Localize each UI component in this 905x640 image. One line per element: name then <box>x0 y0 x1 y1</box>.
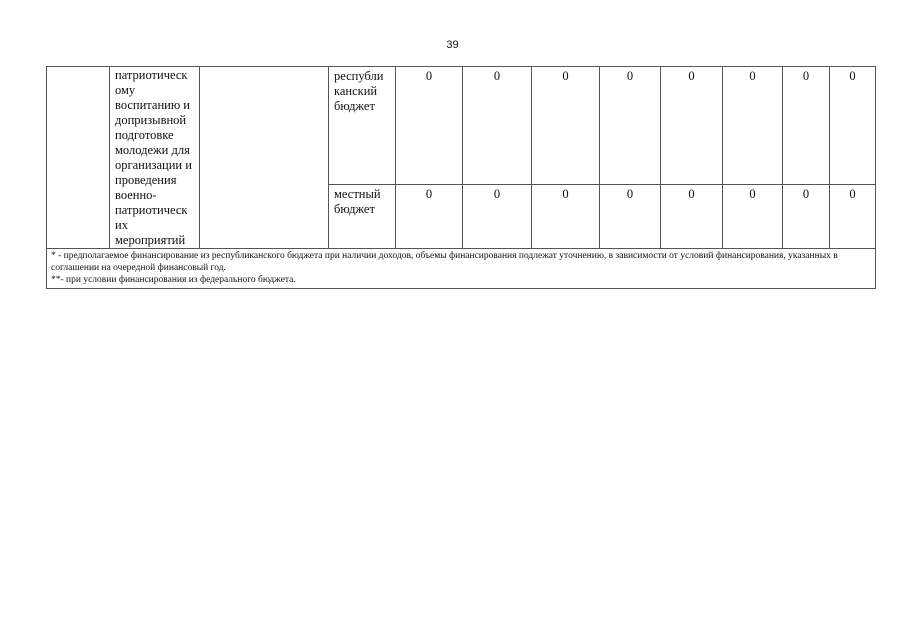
value-cell: 0 <box>723 67 783 185</box>
table-row <box>47 67 876 185</box>
value-cell: 0 <box>600 67 661 185</box>
value-cell: 0 <box>661 185 723 249</box>
value-cell: 0 <box>532 67 600 185</box>
footnote-republican-budget: * - предполагаемое финансирование из республиканского бюджета при наличии доходов, объемы финансирования подлежат уточнению, в зависимости от условий финансирования, указанных в соглашении на очередной финансовый год. <box>51 251 838 273</box>
footnote-cell <box>47 249 876 289</box>
financing-table <box>46 66 876 289</box>
value-cell: 0 <box>830 185 876 249</box>
value-cell: 0 <box>600 185 661 249</box>
table-row <box>47 249 876 289</box>
value-cell: 0 <box>463 185 532 249</box>
value-cell: 0 <box>723 185 783 249</box>
page-number: 39 <box>446 39 459 51</box>
value-cell: 0 <box>661 67 723 185</box>
value-cell: 0 <box>830 67 876 185</box>
value-cell: 0 <box>532 185 600 249</box>
funding-source-cell: местный бюджет <box>329 185 396 249</box>
value-cell: 0 <box>463 67 532 185</box>
value-cell: 0 <box>396 67 463 185</box>
value-cell: 0 <box>783 67 830 185</box>
funding-source-cell: республи канский бюджет <box>329 67 396 185</box>
value-cell: 0 <box>783 185 830 249</box>
value-cell: 0 <box>396 185 463 249</box>
empty-executor-cell <box>200 67 329 249</box>
empty-number-cell <box>47 67 110 249</box>
footnote-federal-budget: **- при условии финансирования из федерального бюджета. <box>51 275 296 285</box>
measure-name-cell: патриотическ ому воспитанию и допризывной подготовке молодежи для организации и проведения военно-патриотическ их мероприятий <box>110 67 200 249</box>
